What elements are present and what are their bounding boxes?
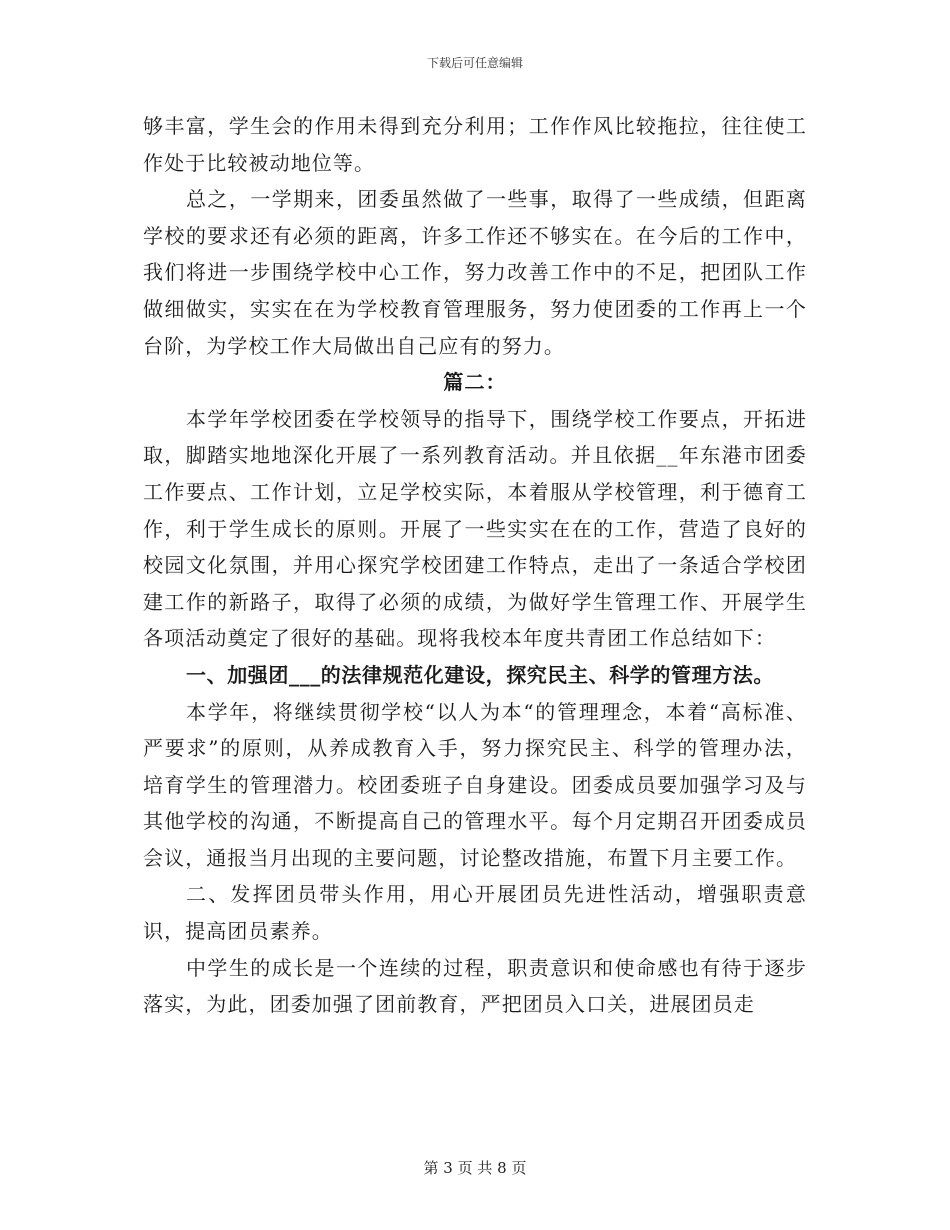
paragraph-management: 本学年，将继续贯彻学校“以人为本“的管理理念，本着“高标准、严要求”的原则，从养成教育入手，努力探究民主、科学的管理办法，培育学生的管理潜力。校团委班子自身建设。团委成员要加强学习及与其他学校的沟通，不断提高自己的管理水平。每个月定期召开团委成员会议，通报当月出现的主要问题，讨论整改措施，布置下月主要工作。: [143, 699, 807, 870]
paragraph-summary: 总之，一学期来，团委虽然做了一些事，取得了一些成绩，但距离学校的要求还有必须的距离，许多工作还不够实在。在今后的工作中，我们将进一步围绕学校中心工作，努力改善工作中的不足，把团队工作做细做实，实实在在为学校教育管理服务，努力使团委的工作再上一个台阶，为学校工作大局做出自己应有的努力。: [143, 187, 807, 358]
section-heading-1: 一、加强团___的法律规范化建设，探究民主、科学的管理方法。: [186, 662, 774, 687]
section-title: 篇二：: [443, 370, 507, 395]
paragraph-growth: 中学生的成长是一个连续的过程，职责意识和使命感也有待于逐步落实，为此，团委加强了团前教育，严把团员入口关，进展团员走: [143, 955, 807, 1017]
paragraph-continuation: 够丰富，学生会的作用未得到充分利用；工作作风比较拖拉，往往使工作处于比较被动地位等。: [143, 114, 807, 175]
page-number: 第 3 页 共 8 页: [423, 1159, 527, 1177]
paragraph-intro: 本学年学校团委在学校领导的指导下，围绕学校工作要点，开拓进取，脚踏实地地深化开展了一系列教育活动。并且依据__年东港市团委工作要点、工作计划，立足学校实际，本着服从学校管理，利于德育工作，利于学生成长的原则。开展了一些实实在在的工作，营造了良好的校园文化氛围，并用心探究学校团建工作特点，走出了一条适合学校团建工作的新路子，取得了必须的成绩，为做好学生管理工作、开展学生各项活动奠定了很好的基础。现将我校本年度共青团工作总结如下：: [143, 406, 807, 651]
section-heading-2: 二、发挥团员带头作用，用心开展团员先进性活动，增强职责意识，提高团员素养。: [143, 882, 807, 944]
page-header: 下载后可任意编辑: [426, 56, 523, 70]
document-body: [143, 108, 807, 1023]
